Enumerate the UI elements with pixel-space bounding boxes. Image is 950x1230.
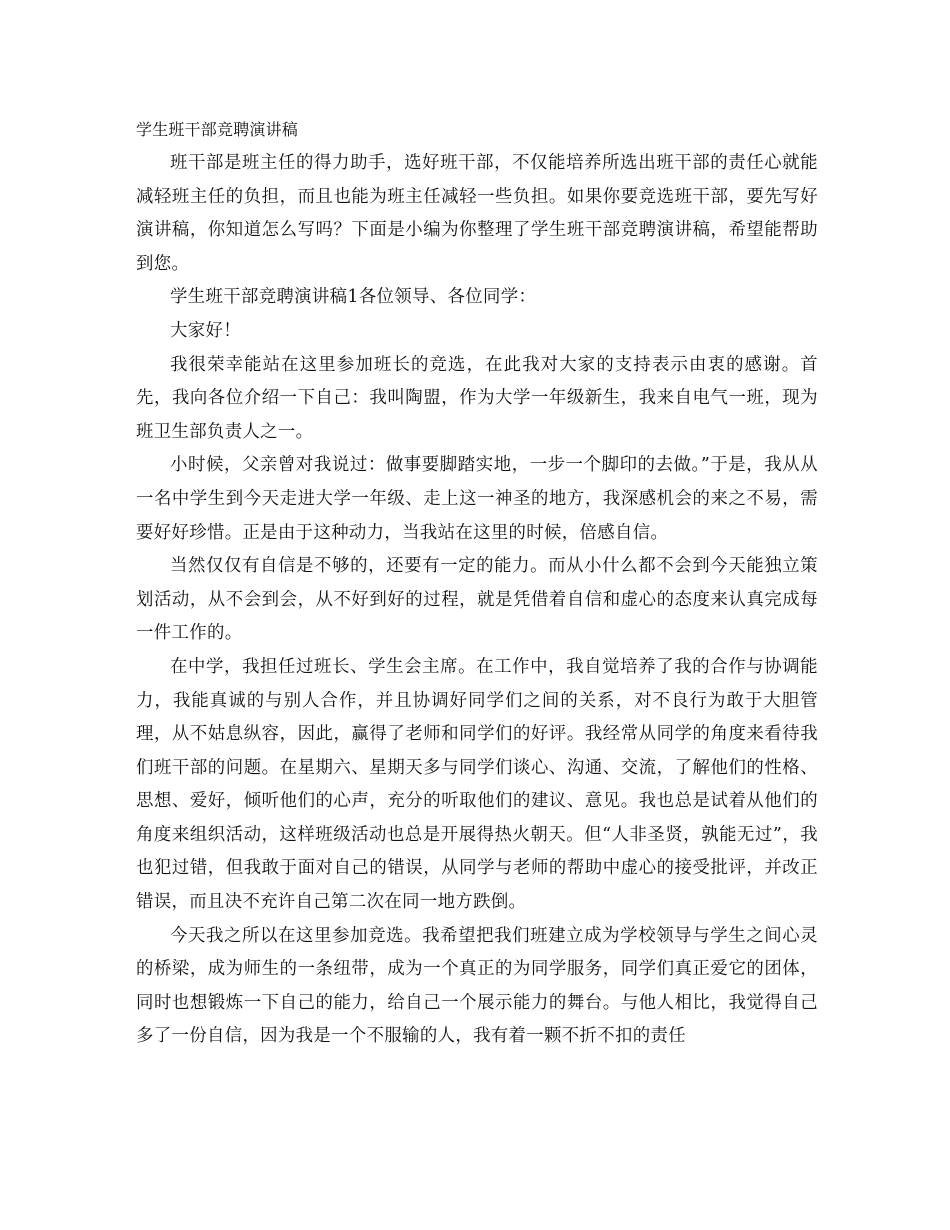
paragraph-self-introduction: 我很荣幸能站在这里参加班长的竞选，在此我对大家的支持表示由衷的感谢。首先，我向各位介绍一下自己：我叫陶盟，作为大学一年级新生，我来自电气一班，现为班卫生部负责人之一。 bbox=[136, 354, 818, 442]
paragraph-motivation: 今天我之所以在这里参加竞选。我希望把我们班建立成为学校领导与学生之间心灵的桥梁，成为师生的一条纽带，成为一个真正的为同学服务，同学们真正爱它的团体，同时也想锻炼一下自己的能力，给自己一个展示能力的舞台。与他人相比，我觉得自己多了一份自信，因为我是一个不服输的人，我有着一颗不折不扣的责任 bbox=[136, 925, 818, 1047]
document-title: 学生班干部竞聘演讲稿 bbox=[136, 120, 299, 139]
paragraph-experience: 在中学，我担任过班长、学生会主席。在工作中，我自觉培养了我的合作与协调能力，我能真诚的与别人合作，并且协调好同学们之间的关系，对不良行为敢于大胆管理，从不姑息纵容，因此，赢得了老师和同学们的好评。我经常从同学的角度来看待我们班干部的问题。在星期六、星期天多与同学们谈心、沟通、交流，了解他们的性格、思想、爱好，倾听他们的心声，充分的听取他们的建议、意见。我也总是试着从他们的角度来组织活动，这样班级活动也总是开展得热火朝天。但“人非圣贤，孰能无过”，我也犯过错，但我敢于面对自己的错误，从同学与老师的帮助中虚心的接受批评，并改正错误，而且决不充许自己第二次在同一地方跌倒。 bbox=[136, 656, 818, 913]
paragraph-heading-1: 学生班干部竞聘演讲稿1各位领导、各位同学： bbox=[170, 287, 537, 308]
paragraph-greeting: 大家好！ bbox=[170, 320, 241, 341]
document-page bbox=[136, 113, 818, 1054]
paragraph-intro: 班干部是班主任的得力助手，选好班干部，不仅能培养所选出班干部的责任心就能减轻班主任的负担，而且也能为班主任减轻一些负担。如果你要竞选班干部，要先写好演讲稿，你知道怎么写吗？下面是小编为你整理了学生班干部竞聘演讲稿，希望能帮助到您。 bbox=[136, 153, 818, 274]
paragraph-ability: 当然仅仅有自信是不够的，还要有一定的能力。而从小什么都不会到今天能独立策划活动，从不会到会，从不好到好的过程，就是凭借着自信和虚心的态度来认真完成每一件工作的。 bbox=[136, 556, 818, 644]
paragraph-childhood: 小时候，父亲曾对我说过：做事要脚踏实地，一步一个脚印的去做。”于是，我从从一名中学生到今天走进大学一年级、走上这一神圣的地方，我深感机会的来之不易，需要好好珍惜。正是由于这种动力，当我站在这里的时候，倍感自信。 bbox=[136, 455, 818, 543]
